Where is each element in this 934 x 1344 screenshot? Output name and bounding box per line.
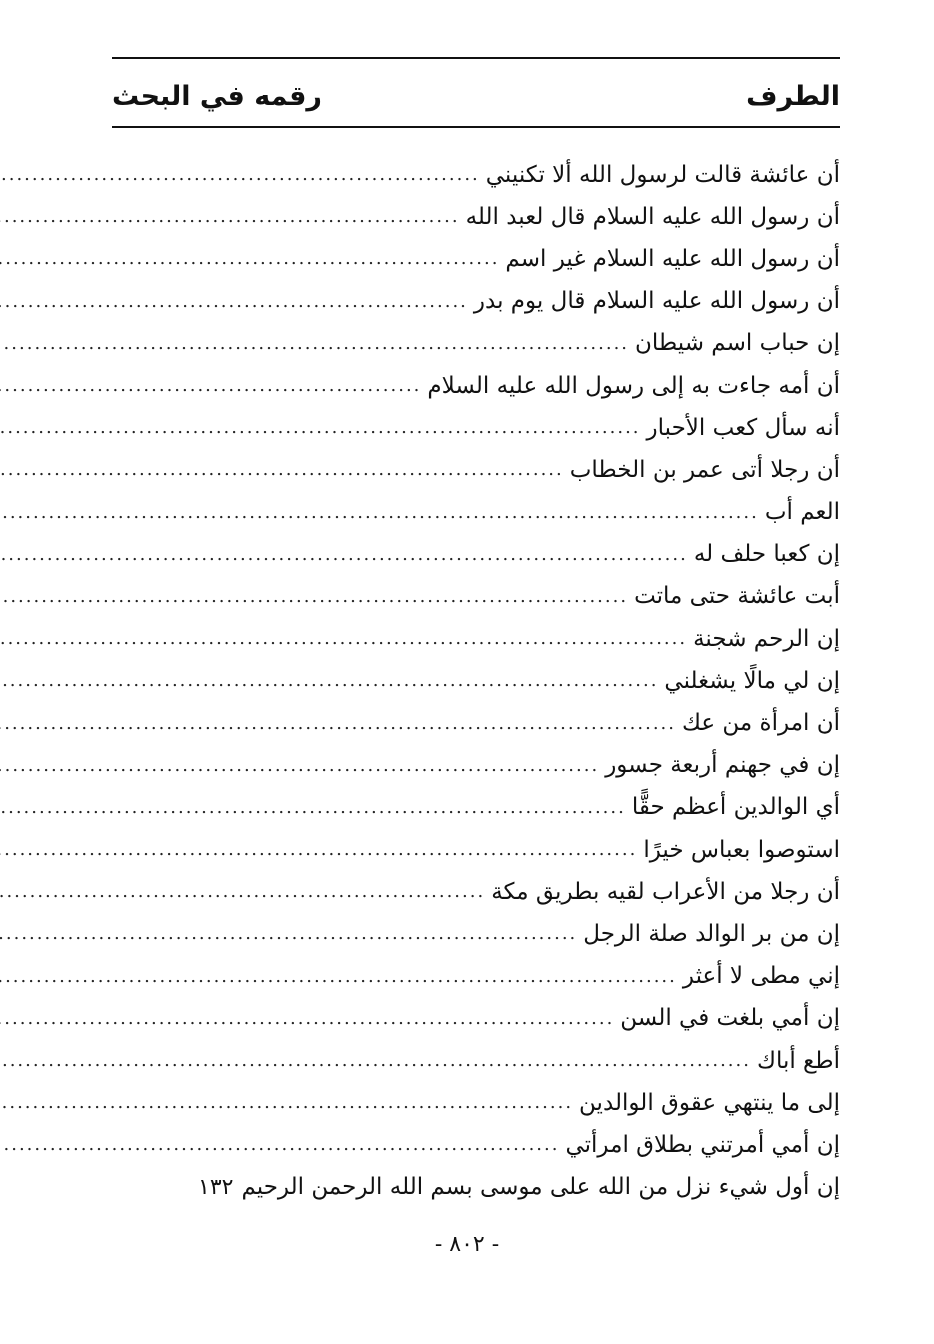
dot-leader <box>0 1136 559 1154</box>
index-entry <box>205 660 840 702</box>
entry-text: إن أمي بلغت في السن <box>620 1005 840 1032</box>
index-entry <box>198 1167 840 1209</box>
dot-leader <box>0 968 677 986</box>
entry-text: أن امرأة من عك <box>682 710 840 737</box>
index-entry <box>205 365 840 407</box>
index-entry <box>205 449 840 491</box>
dot-leader <box>0 630 687 648</box>
index-entry <box>205 787 840 829</box>
entry-text: أن رسول الله عليه السلام قال لعبد الله <box>465 203 840 230</box>
dot-leader <box>0 883 485 901</box>
entry-text: إن في جهنم أربعة جسور <box>605 752 840 779</box>
entry-text: أن عائشة قالت لرسول الله ألا تكنيني <box>485 161 840 188</box>
index-entry <box>205 1082 840 1124</box>
header-column-number: رقمه في البحث <box>112 80 322 112</box>
index-entry <box>205 576 840 618</box>
dot-leader <box>0 757 599 775</box>
index-entry <box>205 534 840 576</box>
index-entry <box>205 1124 840 1166</box>
dot-leader <box>0 672 658 690</box>
index-entry <box>205 829 840 871</box>
dot-leader <box>0 166 480 184</box>
entry-text: إن لي مالًا يشغلني <box>664 667 840 694</box>
dot-leader <box>0 1010 614 1028</box>
dot-leader <box>0 588 628 606</box>
entry-text: أن رجلا من الأعراب لقيه بطريق مكة <box>491 878 840 905</box>
index-entry <box>205 913 840 955</box>
dot-leader <box>0 419 641 437</box>
index-entry <box>205 871 840 913</box>
entry-text: أطع أباك <box>756 1047 840 1074</box>
entry-text: أي الوالدين أعظم حقًّا <box>631 794 840 821</box>
entry-text: إن الرحم شجنة <box>693 625 840 652</box>
index-entry <box>205 998 840 1040</box>
index-entry <box>205 323 840 365</box>
index-entry <box>205 407 840 449</box>
dot-leader <box>0 377 421 395</box>
entry-number: ١٣٢ <box>198 1174 234 1200</box>
entry-text: أن رسول الله عليه السلام غير اسم <box>505 245 840 272</box>
dot-leader <box>0 715 676 733</box>
index-entry <box>205 281 840 323</box>
dot-leader <box>0 208 460 226</box>
dot-leader <box>0 504 759 522</box>
index-entry <box>205 745 840 787</box>
index-entry <box>205 238 840 280</box>
dot-leader <box>0 841 637 859</box>
entry-text: أن رجلا أتى عمر بن الخطاب <box>569 456 840 483</box>
index-entry <box>205 702 840 744</box>
dot-leader <box>0 1052 751 1070</box>
header-top-rule <box>112 57 840 59</box>
index-entry <box>205 1040 840 1082</box>
entry-text: العم أب <box>764 499 840 526</box>
index-entry <box>205 618 840 660</box>
entry-text: إن كعبا حلف له <box>693 541 840 568</box>
dot-leader <box>0 1094 573 1112</box>
header-column-extremity: الطرف <box>746 80 840 112</box>
index-entries-list <box>198 154 840 1209</box>
index-entry <box>205 492 840 534</box>
dot-leader <box>0 546 688 564</box>
entry-text: أنه سأل كعب الأحبار <box>646 414 840 441</box>
dot-leader <box>0 799 626 817</box>
index-entry <box>205 196 840 238</box>
dot-leader <box>0 293 468 311</box>
entry-text: أن رسول الله عليه السلام قال يوم بدر <box>473 288 840 315</box>
dot-leader <box>0 335 629 353</box>
entry-text: إن أول شيء نزل من الله على موسى بسم الله الرحمن الرحيم <box>241 1174 840 1201</box>
index-entry <box>205 154 840 196</box>
index-entry <box>205 956 840 998</box>
page-number: - ٨٠٢ - <box>434 1232 500 1257</box>
entry-text: إن أمي أمرتني بطلاق امرأتي <box>565 1131 840 1158</box>
entry-text: إلى ما ينتهي عقوق الوالدين <box>579 1089 840 1116</box>
page-header <box>112 72 840 120</box>
entry-text: إني مطى لا أعثر <box>682 963 840 990</box>
header-bottom-rule <box>112 126 840 128</box>
dot-leader <box>0 250 499 268</box>
dot-leader <box>0 461 564 479</box>
entry-text: أبت عائشة حتى ماتت <box>634 583 840 610</box>
entry-text: إن حباب اسم شيطان <box>635 330 840 357</box>
entry-text: أن أمه جاءت به إلى رسول الله عليه السلام <box>427 372 840 399</box>
entry-text: استوصوا بعباس خيرًا <box>643 836 840 863</box>
entry-text: إن من بر الوالد صلة الرجل <box>583 920 840 947</box>
dot-leader <box>0 925 577 943</box>
